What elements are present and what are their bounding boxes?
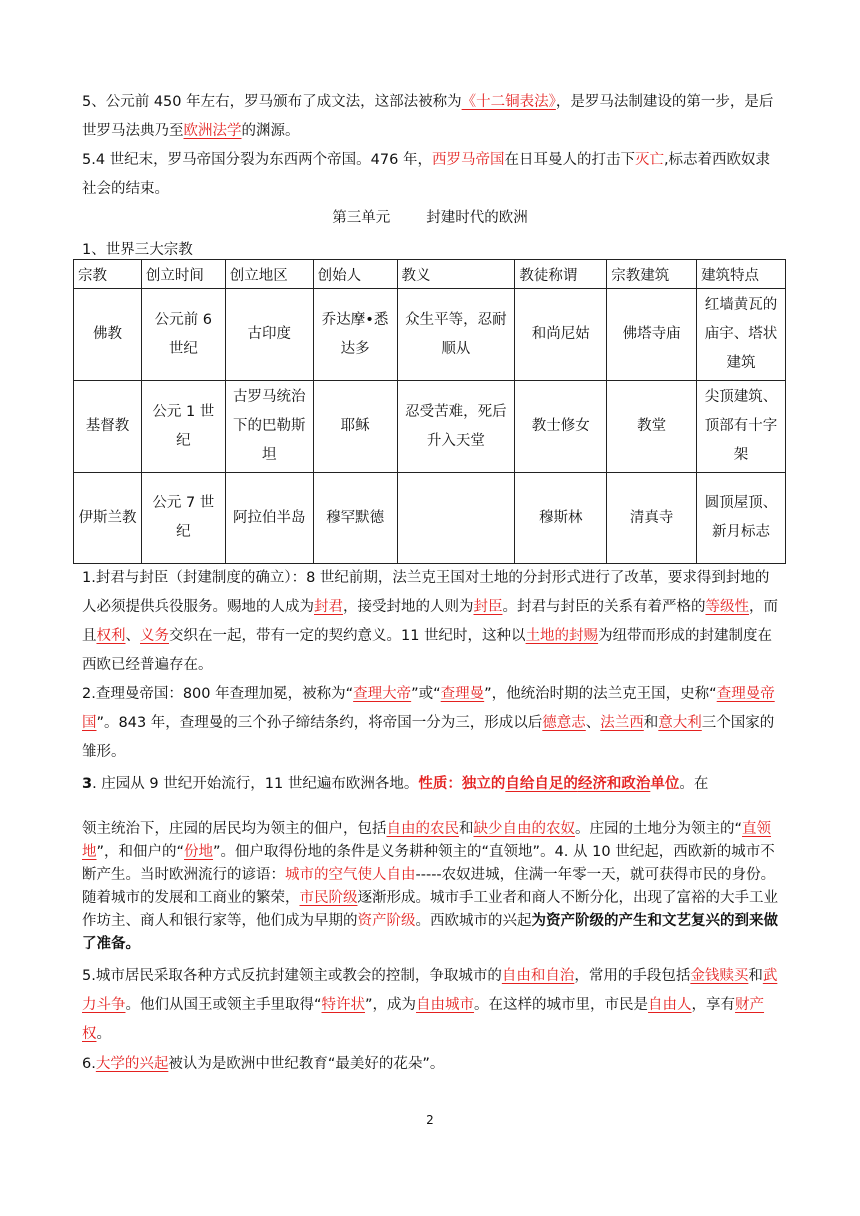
- answer-charles-great: 查理大帝: [353, 686, 412, 702]
- answer-universities: 大学的兴起: [95, 1056, 169, 1072]
- answer-serfs: 缺少自由的农奴: [473, 821, 575, 837]
- table-cell: 阿拉伯半岛: [225, 473, 313, 564]
- answer-european-law: 欧洲法学: [183, 123, 242, 139]
- header-cell: 教义: [397, 260, 515, 289]
- text: ”。佃户取得份地的条件是义务耕种领主的“直领地”。: [213, 844, 555, 860]
- answer-armed-struggle: 武力斗争: [82, 968, 778, 1013]
- text: 和: [643, 715, 659, 731]
- table-cell: 尖顶建筑、顶部有十字架: [697, 381, 786, 473]
- table-cell: 穆斯林: [515, 473, 607, 564]
- answer-charlemagne: 查理曼: [440, 686, 485, 702]
- table-cell: 佛塔寺庙: [607, 289, 697, 381]
- answer-tenancy: 份地: [184, 844, 214, 860]
- answer-charter: 特许状: [321, 997, 366, 1013]
- text: ”或“: [411, 686, 441, 702]
- answer-duties: 义务: [140, 628, 169, 644]
- table-cell: 圆顶屋顶、新月标志: [697, 473, 786, 564]
- text: 1.封君与封臣（封建制度的确立）：8 世纪前期，法兰克王国对土地的分封形式进行了改革，要求得到封地的人必须提供兵役服务。赐地的人成为: [82, 570, 770, 615]
- religions-table: [73, 259, 786, 564]
- answer-carolingian-empire: 查理曼帝国: [82, 686, 775, 731]
- text: 5、公元前 450 年左右，罗马颁布了成文法，这部法被称为: [82, 94, 462, 110]
- answer-free-peasants: 自由的农民: [386, 821, 459, 837]
- table-cell: 基督教: [74, 381, 142, 473]
- page-number: 2: [426, 1113, 434, 1127]
- text: ”，和佃户的“: [96, 844, 185, 860]
- header-cell: 创立时间: [141, 260, 225, 289]
- table-cell: 教士修女: [515, 381, 607, 473]
- answer-free-city: 自由城市: [416, 997, 475, 1013]
- text: 的渊源。: [241, 123, 300, 139]
- answer-rights: 权利: [96, 628, 126, 644]
- table-cell: 古罗马统治下的巴勒斯坦: [225, 381, 313, 473]
- text: 4. 从 10 世纪起，西欧新的城市不断产生。当时欧洲流行的谚语：: [82, 844, 775, 883]
- unit-title: [0, 206, 860, 227]
- table-cell: 乔达摩•悉达多: [313, 289, 397, 381]
- answer-bourgeoisie: 资产阶级: [357, 913, 416, 929]
- answer-property-rights: 财产权: [82, 997, 765, 1042]
- answer-germany: 德意志: [542, 715, 586, 731]
- header-cell: 创始人: [313, 260, 397, 289]
- text: 为纽带而形成的封建制度在西欧已经普遍存在。: [82, 628, 773, 673]
- header-cell: 宗教: [74, 260, 142, 289]
- header-cell: 教徒称谓: [515, 260, 607, 289]
- table-row: [74, 289, 786, 381]
- unit-name: 封建时代的欧洲: [426, 210, 528, 226]
- paragraph-feudal-lords: [82, 564, 782, 680]
- table-cell: 教堂: [607, 381, 697, 473]
- text: . 庄园从 9 世纪开始流行，11 世纪遍布欧洲各地。: [92, 776, 419, 792]
- text: 5.城市居民采取各种方式反抗封建领主或教会的控制，争取城市的: [82, 968, 502, 984]
- text: ，享有: [691, 997, 736, 1013]
- text: ”，他统治时期的法兰克王国，史称“: [484, 686, 717, 702]
- table-cell: 穆罕默德: [313, 473, 397, 564]
- text: 和: [459, 821, 474, 837]
- answer-burghers: 市民阶级: [299, 890, 358, 906]
- text: ,标志着西欧奴隶社会的结束。: [82, 152, 771, 197]
- paragraph-charlemagne: [82, 680, 782, 767]
- answer-demesne: 直领地: [82, 821, 772, 860]
- text: 三个国家的雏形。: [82, 715, 775, 760]
- answer-economic-political: 经济和政治: [577, 776, 651, 792]
- table-cell: 和尚尼姑: [515, 289, 607, 381]
- text: ，而且: [82, 599, 778, 644]
- answer-free-people: 自由人: [648, 997, 692, 1013]
- religions-heading: 1、世界三大宗教: [82, 242, 193, 258]
- text: 逐渐形成。城市手工业者和商人不断分化，出现了富裕的大手工业作坊主、商人和银行家等，他们成为早期的: [82, 890, 778, 929]
- answer-western-rome: 西罗马帝国: [431, 152, 505, 168]
- text: 在日耳曼人的打击下: [504, 152, 635, 168]
- text: 、: [585, 715, 601, 731]
- table-row: [74, 381, 786, 473]
- text: 。在这样的城市里，市民是: [474, 997, 649, 1013]
- unit-number: 第三单元: [332, 210, 391, 226]
- answer-france: 法兰西: [600, 715, 644, 731]
- text: 。庄园的土地分为领主的“: [575, 821, 743, 837]
- answer-unit: 单位: [650, 776, 680, 792]
- table-cell: 耶稣: [313, 381, 397, 473]
- paragraph-roman-split: [82, 146, 782, 204]
- text: 。在: [679, 776, 709, 792]
- table-cell: 古印度: [225, 289, 313, 381]
- answer-nature: 性质：独立的: [418, 776, 506, 792]
- text: ”。843 年，查理曼的三个孙子缔结条约，将帝国一分为三，形成以后: [96, 715, 543, 731]
- table-cell: 公元 1 世纪: [141, 381, 225, 473]
- text: 。他们从国王或领主手里取得“: [125, 997, 322, 1013]
- text: 、: [125, 628, 140, 644]
- table-cell: 众生平等，忍耐顺从: [397, 289, 515, 381]
- table-cell: 公元 7 世纪: [141, 473, 225, 564]
- table-cell: 佛教: [74, 289, 142, 381]
- header-cell: 宗教建筑: [607, 260, 697, 289]
- answer-self-sufficient: 自给自足的: [505, 776, 578, 792]
- answer-city-air: 城市的空气使人自由: [285, 867, 416, 883]
- answer-buy-freedom: 金钱赎买: [690, 968, 749, 984]
- paragraph-city-struggle: [82, 962, 782, 1049]
- text: ，接受封地的人则为: [343, 599, 474, 615]
- paragraph-twelve-tables: [82, 88, 782, 146]
- table-header-row: [74, 260, 786, 289]
- header-cell: 创立地区: [225, 260, 313, 289]
- text: ”，成为: [365, 997, 417, 1013]
- text: 。封君与封臣的关系有着严格的: [502, 599, 706, 615]
- text: 2.查理曼帝国：800 年查理加冕，被称为“: [82, 686, 354, 702]
- answer-fall: 灭亡: [634, 152, 664, 168]
- text: 5.4 世纪末，罗马帝国分裂为东西两个帝国。476 年，: [82, 152, 432, 168]
- table-cell: 忍受苦难，死后升入天堂: [397, 381, 515, 473]
- answer-twelve-tables: 《十二铜表法》: [461, 94, 556, 110]
- text: 交织在一起，带有一定的契约意义。11 世纪时，这种以: [169, 628, 526, 644]
- text: 6.: [82, 1056, 96, 1072]
- text: 和: [748, 968, 763, 984]
- answer-hierarchy: 等级性: [705, 599, 749, 615]
- text: 。西欧城市的兴起: [415, 913, 532, 929]
- text: 被认为是欧洲中世纪教育“最美好的花朵”。: [168, 1056, 445, 1072]
- text: -----农奴进城，住满一年零一天，就可获得市民的身份。随着城市的发展和工商业的繁荣，: [82, 867, 776, 906]
- text: 。: [96, 1026, 111, 1042]
- text: 3: [82, 776, 93, 792]
- paragraph-manor: [82, 770, 782, 799]
- text: ，是罗马法制建设的第一步，是后世罗马法典乃至: [82, 94, 774, 139]
- table-cell: 红墙黄瓦的庙宇、塔状建筑: [697, 289, 786, 381]
- text: 为资产阶级的产生和文艺复兴的到来做了准备。: [82, 913, 778, 952]
- answer-vassal: 封臣: [473, 599, 503, 615]
- text: ，常用的手段包括: [574, 968, 691, 984]
- table-row: [74, 473, 786, 564]
- header-cell: 建筑特点: [697, 260, 786, 289]
- answer-italy: 意大利: [658, 715, 702, 731]
- table-cell: 清真寺: [607, 473, 697, 564]
- answer-freedom-autonomy: 自由和自治: [501, 968, 575, 984]
- table-cell: [397, 473, 515, 564]
- table-cell: 公元前 6 世纪: [141, 289, 225, 381]
- text: 领主统治下，庄园的居民均为领主的佃户，包括: [82, 821, 387, 837]
- table-cell: 伊斯兰教: [74, 473, 142, 564]
- answer-land-grant: 土地的封赐: [525, 628, 599, 644]
- paragraph-universities: [82, 1050, 782, 1079]
- paragraph-manor-cities: [82, 818, 782, 956]
- answer-lord: 封君: [314, 599, 343, 615]
